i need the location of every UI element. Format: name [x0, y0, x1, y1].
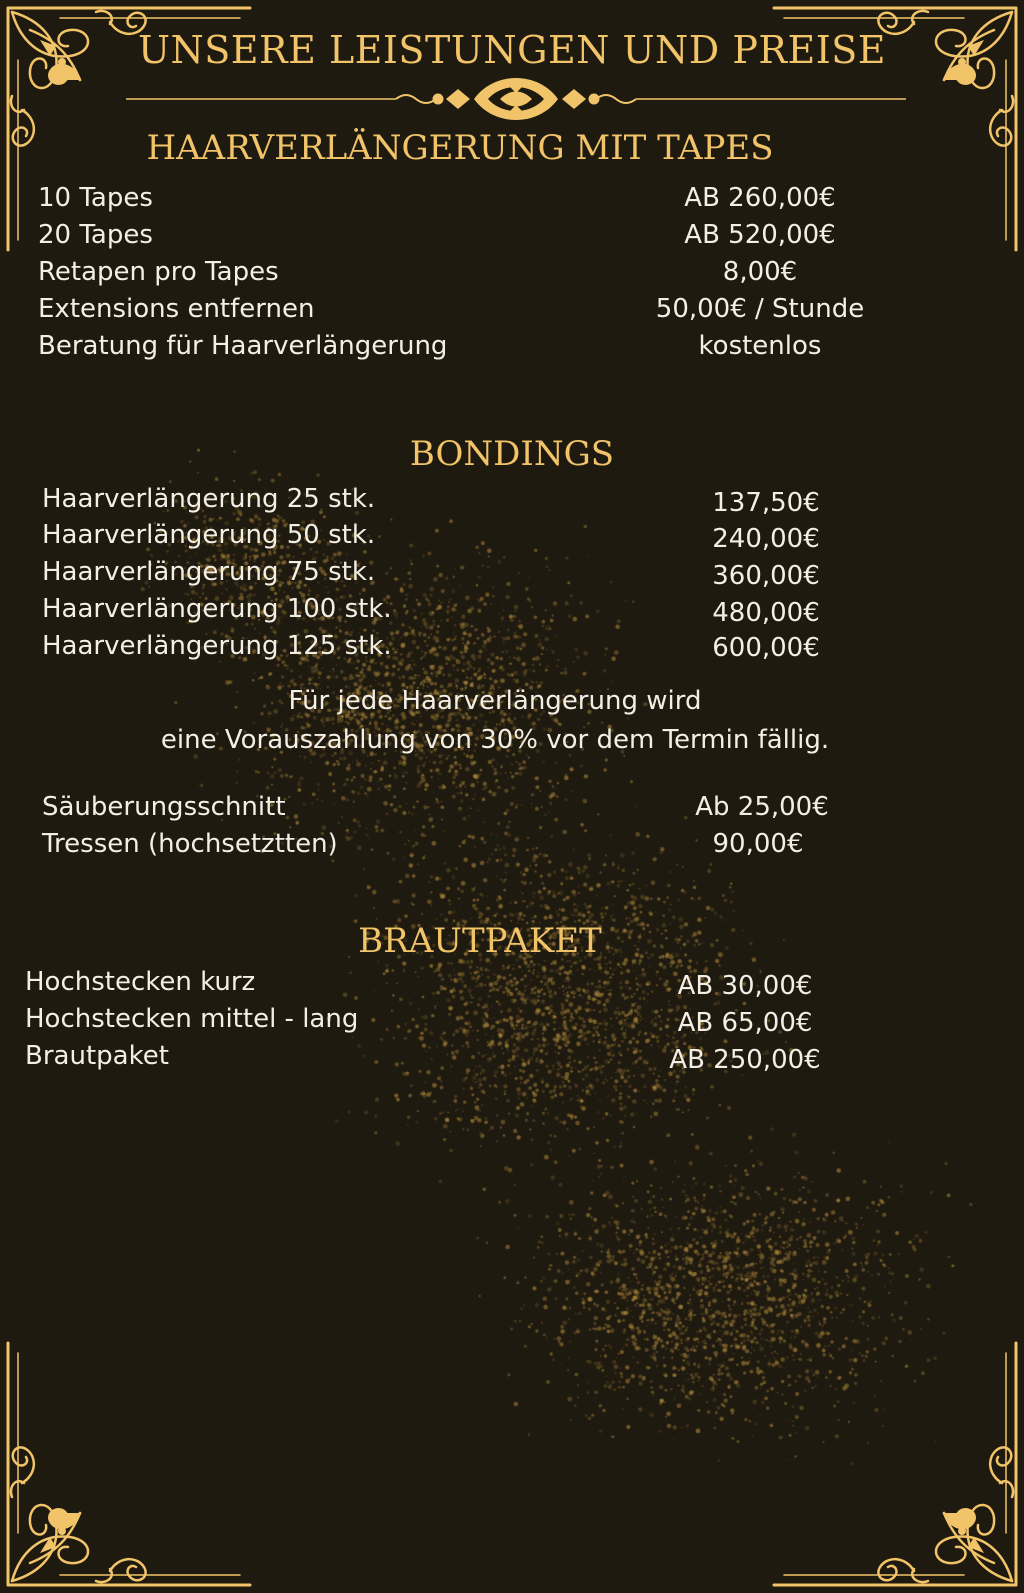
service-name: Beratung für Haarverlängerung — [38, 331, 448, 361]
note-line: Für jede Haarverlängerung wird — [288, 686, 702, 716]
price-row — [38, 255, 938, 292]
price-row — [38, 292, 938, 329]
service-price: AB 260,00€ — [684, 183, 836, 213]
service-name: Brautpaket — [25, 1041, 169, 1071]
price-row — [38, 329, 938, 366]
price-row — [42, 790, 942, 827]
service-price: 137,50€ — [712, 488, 820, 518]
service-price: 50,00€ / Stunde — [655, 294, 865, 324]
service-name: Haarverlängerung 50 stk. — [42, 520, 376, 550]
service-name: Extensions entfernen — [38, 294, 315, 324]
service-price: AB 520,00€ — [684, 220, 836, 250]
note-line: eine Vorauszahlung von 30% vor dem Termin fällig. — [160, 725, 830, 755]
service-price: AB 65,00€ — [677, 1008, 813, 1038]
service-name: Säuberungsschnitt — [42, 792, 286, 822]
section-heading-bondings: BONDINGS — [409, 434, 615, 474]
service-name: 20 Tapes — [38, 220, 153, 250]
service-price: 600,00€ — [712, 633, 820, 663]
price-row — [42, 592, 942, 629]
section-heading-tapes: HAARVERLÄNGERUNG MIT TAPES — [146, 128, 774, 168]
page-title: UNSERE LEISTUNGEN UND PREISE — [137, 28, 887, 72]
service-price: 480,00€ — [712, 598, 820, 628]
service-price: 8,00€ — [722, 257, 798, 287]
price-row — [25, 1002, 925, 1039]
prepayment-note — [0, 682, 990, 760]
service-name: Haarverlängerung 75 stk. — [42, 557, 376, 587]
ornament-corner-bottom-left — [0, 1333, 260, 1593]
service-price: 90,00€ — [712, 829, 804, 859]
price-row — [42, 518, 942, 555]
ornament-corner-bottom-right — [764, 1333, 1024, 1593]
price-row — [38, 218, 938, 255]
price-row — [42, 555, 942, 592]
section-heading-brautpaket: BRAUTPAKET — [358, 921, 602, 961]
price-row — [42, 629, 942, 666]
service-price: Ab 25,00€ — [695, 792, 829, 822]
service-name: Haarverlängerung 25 stk. — [42, 484, 376, 514]
service-name: Hochstecken mittel - lang — [25, 1004, 359, 1034]
price-row — [38, 181, 938, 218]
ornament-divider — [126, 74, 906, 124]
service-price: kostenlos — [698, 331, 822, 361]
service-price: AB 30,00€ — [677, 971, 813, 1001]
price-row — [42, 482, 942, 519]
service-name: 10 Tapes — [38, 183, 153, 213]
service-name: Tressen (hochsetztten) — [42, 829, 338, 859]
service-name: Hochstecken kurz — [25, 967, 256, 997]
service-name: Haarverlängerung 100 stk. — [42, 594, 392, 624]
price-row — [25, 965, 925, 1002]
service-price: 360,00€ — [712, 561, 820, 591]
service-price: 240,00€ — [712, 524, 820, 554]
service-name: Retapen pro Tapes — [38, 257, 279, 287]
price-row — [42, 827, 942, 864]
service-name: Haarverlängerung 125 stk. — [42, 631, 392, 661]
service-price: AB 250,00€ — [669, 1045, 821, 1075]
price-row — [25, 1039, 925, 1076]
